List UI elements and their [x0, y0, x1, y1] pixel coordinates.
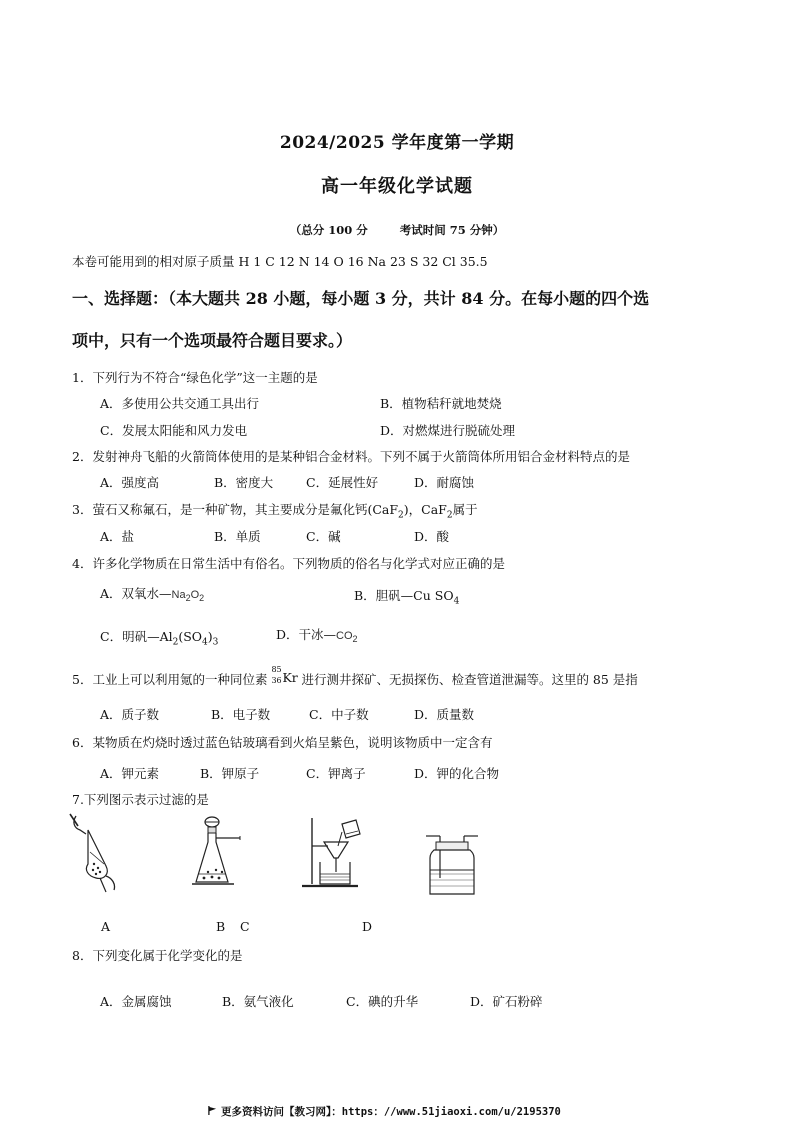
question-5-stem-text: 5．工业上可以利用氪的一种同位素: [72, 672, 268, 687]
question-1-option-c[interactable]: C．发展太阳能和风力发电: [100, 423, 248, 438]
question-8-option-d[interactable]: D．矿石粉碎: [470, 994, 543, 1009]
question-5-option-a[interactable]: A．质子数: [100, 707, 160, 722]
question-4-stem: 4．许多化学物质在日常生活中有俗名。下列物质的俗名与化学式对应正确的是: [72, 556, 505, 571]
question-6-option-c[interactable]: C．钾离子: [306, 766, 366, 781]
option-text: C．明矾—Al: [100, 629, 173, 644]
apparatus-b-figure[interactable]: [192, 812, 252, 902]
question-3-stem: [72, 500, 478, 521]
apparatus-d-label: D: [362, 919, 373, 934]
question-3-option-a[interactable]: A．盐: [100, 529, 135, 544]
option-text: B．胆矾—Cu SO: [354, 588, 454, 603]
formula: [336, 630, 358, 645]
question-8-option-b[interactable]: B．氨气液化: [222, 994, 294, 1009]
footer-link[interactable]: [208, 1104, 561, 1119]
apparatus-b-label: B: [216, 919, 226, 934]
question-5-stem: [72, 665, 638, 688]
question-4-option-a[interactable]: [100, 584, 204, 603]
exam-time: 考试时间 75 分钟）: [399, 223, 505, 237]
apparatus-a-label: A: [101, 919, 111, 934]
question-5-option-d[interactable]: D．质量数: [414, 707, 475, 722]
footer-text: 更多资料访问【教习网】：https：//www.51jiaoxi.com/u/2195370: [221, 1106, 561, 1118]
question-1-option-d[interactable]: D．对燃煤进行脱硫处理: [380, 423, 516, 438]
flag-icon: [208, 1106, 217, 1115]
exam-info: [0, 222, 794, 238]
question-3-option-c[interactable]: C．碱: [306, 529, 341, 544]
question-2-option-a[interactable]: A．强度高: [100, 475, 160, 490]
question-3-stem-text: )，CaF: [403, 502, 447, 517]
apparatus-d-figure[interactable]: [424, 830, 484, 898]
formula-text: Na: [171, 589, 186, 601]
option-text: ): [207, 629, 213, 644]
question-6-option-b[interactable]: B．钾原子: [200, 766, 260, 781]
question-1-option-b[interactable]: B．植物秸秆就地焚烧: [380, 396, 502, 411]
question-3-stem-text: 属于: [452, 502, 478, 517]
question-8-stem: 8．下列变化属于化学变化的是: [72, 948, 243, 963]
element-symbol: Kr: [282, 670, 298, 685]
question-3-stem-text: 3．萤石又称氟石，是一种矿物，其主要成分是氟化钙(CaF: [72, 502, 399, 517]
apparatus-c-figure[interactable]: [298, 812, 378, 894]
question-6-option-a[interactable]: A．钾元素: [100, 766, 160, 781]
question-1-option-a[interactable]: A．多使用公共交通工具出行: [100, 396, 260, 411]
question-8-option-c[interactable]: C．碘的升华: [346, 994, 419, 1009]
section-heading-line1: 一、选择题：（本大题共 28 小题，每小题 3 分，共计 84 分。在每小题的四个选: [72, 289, 650, 308]
question-4-option-d[interactable]: [276, 625, 358, 644]
subscript: 4: [453, 596, 460, 607]
question-1-stem: 1．下列行为不符合“绿色化学”这一主题的是: [72, 370, 318, 385]
subscript: 2: [199, 593, 205, 604]
total-score: （总分 100 分: [289, 223, 368, 237]
subscript: 3: [212, 637, 219, 648]
section-heading-line2: 项中，只有一个选项最符合题目要求。）: [72, 331, 353, 350]
question-3-option-b[interactable]: B．单质: [214, 529, 261, 544]
question-6-stem: 6．某物质在灼烧时透过蓝色钴玻璃看到火焰呈紫色，说明该物质中一定含有: [72, 735, 493, 750]
question-7-stem: 7.下列图示表示过滤的是: [72, 792, 209, 807]
question-8-option-a[interactable]: A．金属腐蚀: [100, 994, 172, 1009]
subscript: 2: [446, 510, 453, 521]
question-2-option-b[interactable]: B．密度大: [214, 475, 274, 490]
question-2-option-c[interactable]: C．延展性好: [306, 475, 379, 490]
formula-text: CO: [336, 630, 353, 642]
subscript: 2: [172, 637, 179, 648]
question-5-stem-text: 进行测井探矿、无损探伤、检查管道泄漏等。这里的 85 是指: [301, 672, 638, 687]
formula: [171, 589, 205, 604]
subscript: 2: [398, 510, 404, 521]
exam-subtitle: 高一年级化学试题: [321, 176, 473, 197]
option-text: A．双氧水—: [100, 586, 172, 601]
question-2-option-d[interactable]: D．耐腐蚀: [414, 475, 475, 490]
exam-title: 2024/2025 学年度第一学期: [279, 133, 515, 153]
question-2-stem: 2．发射神舟飞船的火箭筒体使用的是某种铝合金材料。下列不属于火箭筒体所用铝合金材料特点的是: [72, 449, 630, 464]
mass-number: 85: [271, 665, 282, 674]
atomic-number: 36: [271, 676, 282, 685]
option-text: (SO: [178, 629, 203, 644]
apparatus-c-label: C: [240, 919, 250, 934]
isotope-notation: [271, 665, 298, 688]
apparatus-a-figure[interactable]: [66, 812, 136, 897]
subscript: 2: [185, 593, 191, 604]
atomic-masses: 本卷可能用到的相对原子质量 H 1 C 12 N 14 O 16 Na 23 S 32 Cl 35.5: [72, 254, 488, 269]
formula-text: O: [190, 589, 200, 601]
question-3-option-d[interactable]: D．酸: [414, 529, 450, 544]
question-4-option-b[interactable]: [354, 586, 459, 607]
question-5-option-b[interactable]: B．电子数: [211, 707, 271, 722]
subscript: 4: [202, 637, 208, 648]
question-5-option-c[interactable]: C．中子数: [309, 707, 369, 722]
question-4-option-c[interactable]: [100, 627, 218, 648]
option-text: D．干冰—: [276, 627, 337, 642]
question-6-option-d[interactable]: D．钾的化合物: [414, 766, 500, 781]
subscript: 2: [352, 634, 358, 645]
